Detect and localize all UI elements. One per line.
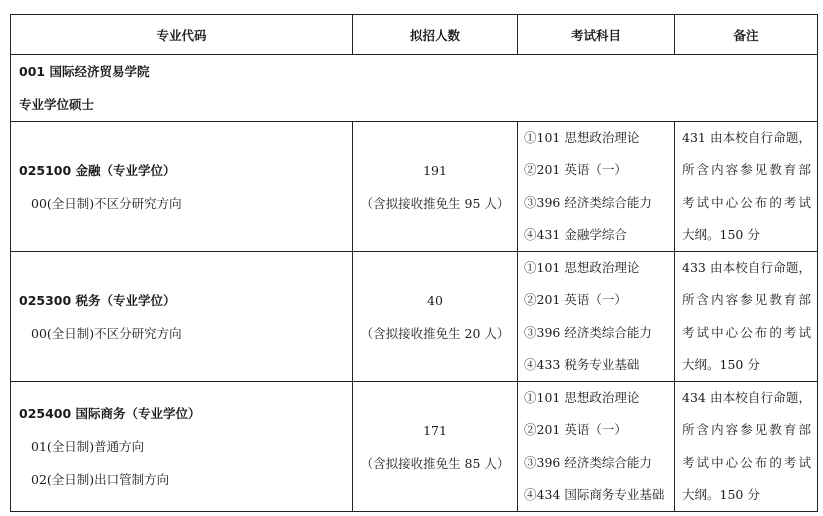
header-enroll: 拟招人数	[353, 15, 518, 55]
subject: ④431 金融学综合	[524, 226, 627, 242]
subjects-cell	[518, 252, 675, 382]
direction: 00(全日制)不区分研究方向	[31, 195, 182, 211]
enroll-note: （含拟接收推免生 85 人）	[360, 455, 510, 471]
note-line: 431 由本校自行命题，	[682, 130, 811, 145]
enroll-cell	[353, 382, 518, 512]
subject: ②201 英语（一）	[524, 292, 627, 308]
degree-type: 专业学位硕士	[19, 97, 95, 112]
program-code-cell	[11, 382, 353, 512]
note-line: 所含内容参见教育部	[682, 422, 811, 438]
college-row	[11, 55, 818, 122]
college-name: 001 国际经济贸易学院	[19, 64, 150, 79]
note-line: 433 由本校自行命题，	[682, 260, 811, 275]
note-line: 大纲。150 分	[682, 486, 760, 502]
notes-cell	[675, 252, 818, 382]
note-line: 434 由本校自行命题，	[682, 390, 811, 405]
subject: ①101 思想政治理论	[524, 390, 640, 405]
note-line: 大纲。150 分	[682, 226, 760, 242]
note-line: 所含内容参见教育部	[682, 162, 811, 178]
direction: 02(全日制)出口管制方向	[31, 472, 170, 487]
table-row	[11, 382, 818, 512]
subject: ③396 经济类综合能力	[524, 324, 652, 340]
major-title: 025300 税务（专业学位）	[19, 292, 176, 308]
header-notes: 备注	[675, 15, 818, 55]
enroll-note: （含拟接收推免生 20 人）	[360, 325, 510, 341]
program-code-cell	[11, 252, 353, 382]
subject: ②201 英语（一）	[524, 162, 627, 178]
header-row	[11, 15, 818, 55]
header-subjects: 考试科目	[518, 15, 675, 55]
subjects-cell	[518, 122, 675, 252]
enroll-note: （含拟接收推免生 95 人）	[360, 195, 510, 211]
table-row	[11, 122, 818, 252]
subject: ③396 经济类综合能力	[524, 454, 652, 470]
header-code: 专业代码	[11, 15, 353, 55]
subject: ①101 思想政治理论	[524, 130, 640, 145]
enroll-cell	[353, 122, 518, 252]
enroll-count: 171	[423, 422, 447, 438]
subject: ①101 思想政治理论	[524, 260, 640, 275]
note-line: 考试中心公布的考试	[682, 194, 811, 210]
program-code-cell	[11, 122, 353, 252]
subject: ④434 国际商务专业基础	[524, 486, 665, 502]
note-line: 大纲。150 分	[682, 356, 760, 372]
subject: ④433 税务专业基础	[524, 356, 640, 372]
subjects-cell	[518, 382, 675, 512]
direction: 01(全日制)普通方向	[31, 439, 145, 454]
notes-cell	[675, 122, 818, 252]
subject: ③396 经济类综合能力	[524, 194, 652, 210]
admissions-table	[10, 14, 818, 512]
table-row	[11, 252, 818, 382]
note-line: 考试中心公布的考试	[682, 324, 811, 340]
major-title: 025400 国际商务（专业学位）	[19, 406, 201, 421]
enroll-count: 191	[423, 162, 447, 178]
note-line: 考试中心公布的考试	[682, 454, 811, 470]
enroll-cell	[353, 252, 518, 382]
major-title: 025100 金融（专业学位）	[19, 162, 176, 178]
notes-cell	[675, 382, 818, 512]
direction: 00(全日制)不区分研究方向	[31, 325, 182, 341]
note-line: 所含内容参见教育部	[682, 292, 811, 308]
enroll-count: 40	[427, 292, 443, 308]
subject: ②201 英语（一）	[524, 422, 627, 438]
